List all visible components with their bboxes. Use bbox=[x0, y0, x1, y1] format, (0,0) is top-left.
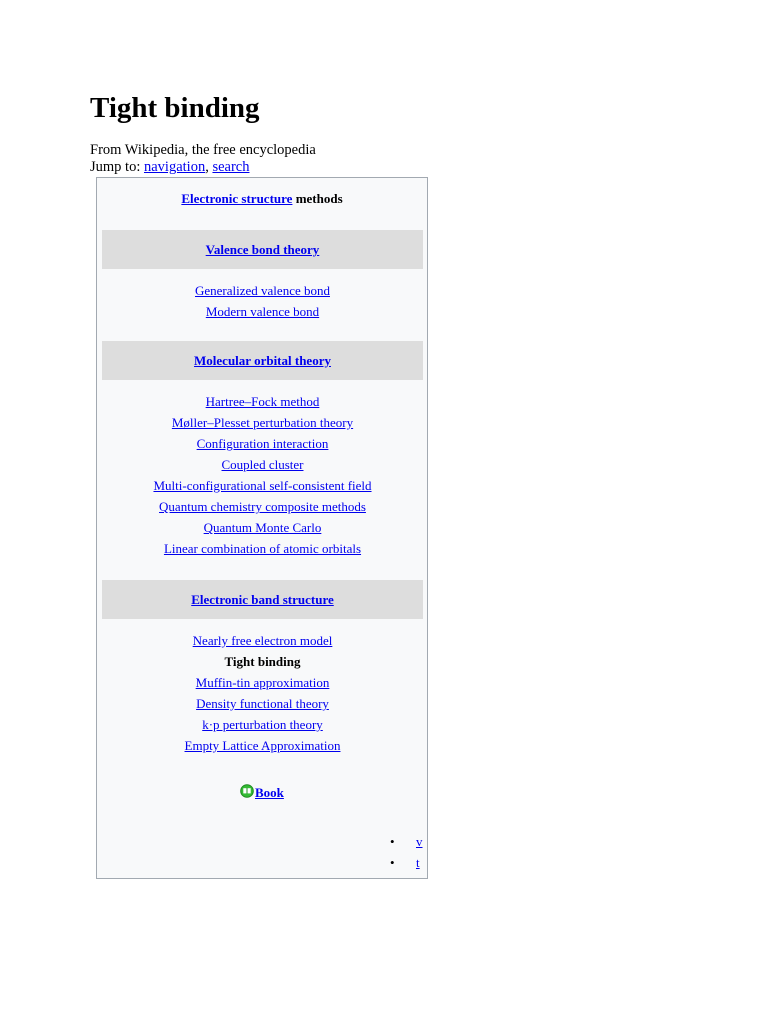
list-item bbox=[388, 852, 423, 873]
navbox-title bbox=[96, 189, 428, 209]
list-item bbox=[102, 433, 423, 454]
list-item bbox=[388, 831, 423, 852]
list-item bbox=[102, 301, 423, 322]
view-template-link[interactable]: v bbox=[416, 834, 423, 849]
group-list-band-structure bbox=[102, 630, 423, 756]
navbox-link[interactable]: Hartree–Fock method bbox=[205, 394, 320, 409]
list-item bbox=[102, 496, 423, 517]
list-item bbox=[102, 714, 423, 735]
talk-template-link[interactable]: t bbox=[416, 855, 420, 870]
navbox-link[interactable]: Density functional theory bbox=[196, 696, 329, 711]
group-header-molecular-orbital bbox=[102, 341, 423, 380]
navbox-link[interactable]: Multi-configurational self-consistent field bbox=[153, 478, 372, 493]
navbox-link[interactable]: Linear combination of atomic orbitals bbox=[163, 541, 362, 556]
page-title: Tight binding bbox=[90, 92, 260, 124]
jump-to-search-link[interactable]: search bbox=[212, 159, 250, 175]
list-item bbox=[102, 280, 423, 301]
list-item bbox=[102, 454, 423, 475]
navbox-link[interactable]: k·p perturbation theory bbox=[202, 717, 323, 732]
group-list-valence-bond bbox=[102, 280, 423, 322]
list-item bbox=[102, 412, 423, 433]
navbox-link[interactable]: Nearly free electron model bbox=[192, 633, 333, 648]
list-item bbox=[102, 538, 423, 559]
book-row bbox=[240, 783, 284, 803]
bullet: • bbox=[390, 834, 395, 849]
navbox-link[interactable]: Generalized valence bond bbox=[195, 283, 330, 298]
navbox-link[interactable]: Muffin-tin approximation bbox=[195, 675, 330, 690]
list-item bbox=[102, 672, 423, 693]
book-icon bbox=[240, 784, 254, 798]
list-item bbox=[102, 735, 423, 756]
jump-to-bar bbox=[90, 159, 249, 176]
jump-to-separator: , bbox=[205, 159, 209, 175]
navbox-link[interactable]: Configuration interaction bbox=[196, 436, 329, 451]
list-item bbox=[102, 475, 423, 496]
group-list-molecular-orbital bbox=[102, 391, 423, 559]
view-talk-links bbox=[388, 831, 423, 873]
navbox-link[interactable]: Empty Lattice Approximation bbox=[184, 738, 341, 753]
navbox-link[interactable]: Modern valence bond bbox=[205, 304, 320, 319]
group-header-link[interactable]: Electronic band structure bbox=[191, 592, 334, 607]
navbox-link[interactable]: Quantum Monte Carlo bbox=[203, 520, 322, 535]
list-item bbox=[102, 630, 423, 651]
group-header-band-structure bbox=[102, 580, 423, 619]
site-tagline: From Wikipedia, the free encyclopedia bbox=[90, 142, 316, 158]
list-item bbox=[102, 693, 423, 714]
jump-to-navigation-link[interactable]: navigation bbox=[143, 159, 206, 175]
navbox-title-link[interactable]: Electronic structure bbox=[181, 191, 293, 206]
navbox-title-suffix: methods bbox=[295, 191, 343, 206]
group-header-valence-bond bbox=[102, 230, 423, 269]
bullet: • bbox=[390, 855, 395, 870]
navbox-link[interactable]: Møller–Plesset perturbation theory bbox=[171, 415, 354, 430]
list-item-current-page: Tight binding bbox=[224, 654, 301, 669]
jump-to-label: Jump to: bbox=[90, 159, 141, 175]
navbox-link[interactable]: Coupled cluster bbox=[221, 457, 304, 472]
book-link[interactable]: Book bbox=[255, 785, 284, 800]
group-header-link[interactable]: Valence bond theory bbox=[205, 242, 320, 257]
list-item bbox=[102, 517, 423, 538]
list-item bbox=[102, 391, 423, 412]
navbox-link[interactable]: Quantum chemistry composite methods bbox=[159, 499, 366, 514]
group-header-link[interactable]: Molecular orbital theory bbox=[194, 353, 331, 368]
